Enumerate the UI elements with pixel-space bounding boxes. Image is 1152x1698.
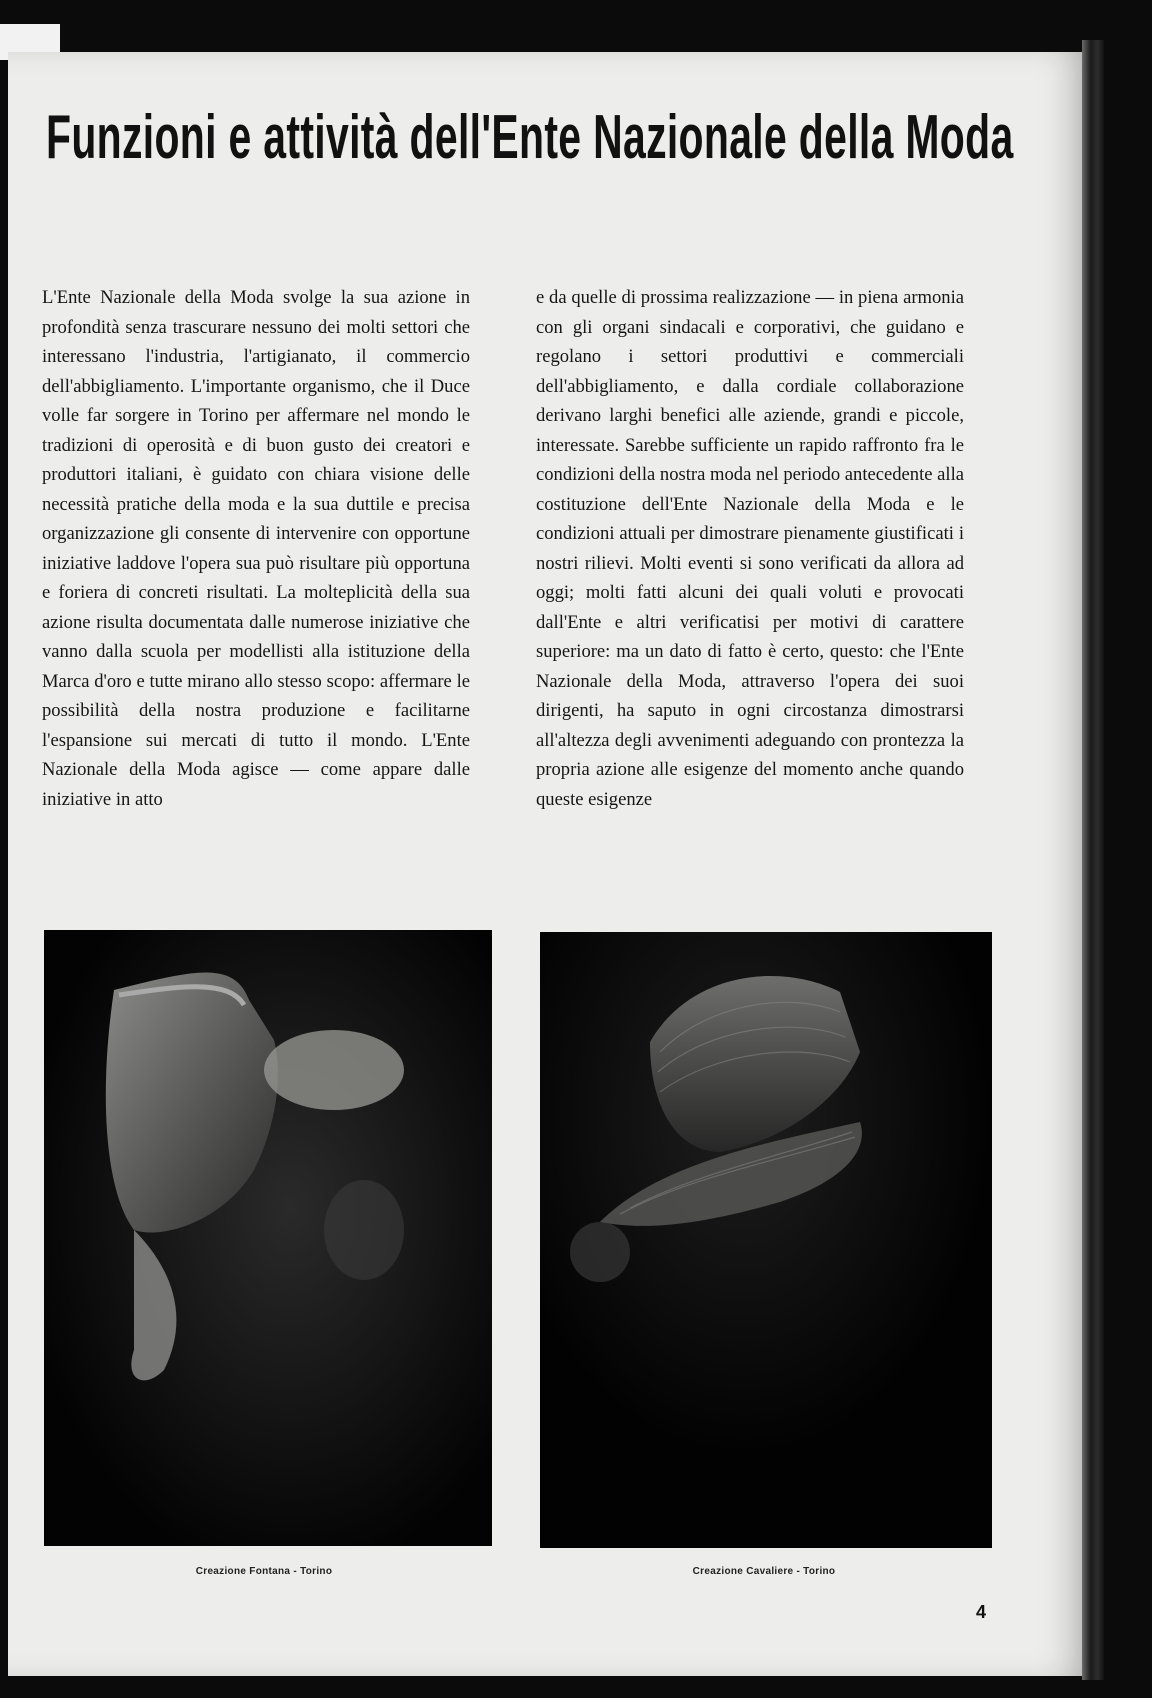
hat-photo-icon — [44, 930, 492, 1546]
article-column-right: e da quelle di prossima realizzazione — in piena armonia con gli organi sindacali e corporativi, che guidano e regolano i settori produttivi e commerciali dell'abbigliamento, e dalla cordiale collaborazione derivano larghi benefici alle aziende, grandi e piccole, interessate. Sarebbe sufficiente un rapido raffronto fra le condizioni della nostra moda nel periodo antecedente alla costituzione dell'Ente Nazionale della Moda e le condizioni attuali per dimostrare pienamente giustificati i nostri rilievi. Molti eventi si sono verificati da allora ad oggi; molti fatti alcuni dei quali voluti e provocati dall'Ente e altri verificatisi per motivi di carattere superiore: ma un dato di fatto è certo, questo: che l'Ente Nazionale della Moda, attraverso l'opera dei suoi dirigenti, ha saputo in ogni circostanza dimostrarsi all'altezza degli avvenimenti adeguando con prontezza la propria azione alle esigenze del momento anche quando queste esigenze — [536, 287, 965, 810]
page-edge-shadow — [1082, 40, 1104, 1680]
photo-caption-right: Creazione Cavaliere - Torino — [692, 1566, 836, 1577]
hat-photo-left — [44, 930, 492, 1546]
photo-caption-left: Creazione Fontana - Torino — [195, 1566, 333, 1577]
hat-photo-right — [540, 932, 992, 1548]
hat-photo-icon — [540, 932, 992, 1548]
article-column-left: L'Ente Nazionale della Moda svolge la sua azione in profondità senza trascurare nessuno dei molti settori che interessano l'industria, l'artigianato, il commercio dell'abbigliamento. L'importante organismo, che il Duce volle far sorgere in Torino per affermare nel mondo le tradizioni di operosità e di buon gusto dei creatori e produttori italiani, è guidato con chiara visione delle necessità pratiche della moda e la sua duttile e precisa organizzazione gli consente di intervenire con opportune iniziative laddove l'opera sua può risultare più opportuna e foriera di concreti risultati. La molteplicità della sua azione risulta documentata dalle numerose iniziative che vanno dalla scuola per modellisti alla istituzione della Marca d'oro e tutte mirano allo stesso scopo: affermare le possibilità della nostra produzione e facilitarne l'espansione sui mercati di tutto il mondo. L'Ente Nazionale della Moda agisce — come appare dalle iniziative in atto — [42, 287, 470, 810]
page-number: 4 — [976, 1602, 987, 1622]
article-title: Funzioni e attività dell'Ente Nazionale della Moda — [46, 103, 1014, 172]
